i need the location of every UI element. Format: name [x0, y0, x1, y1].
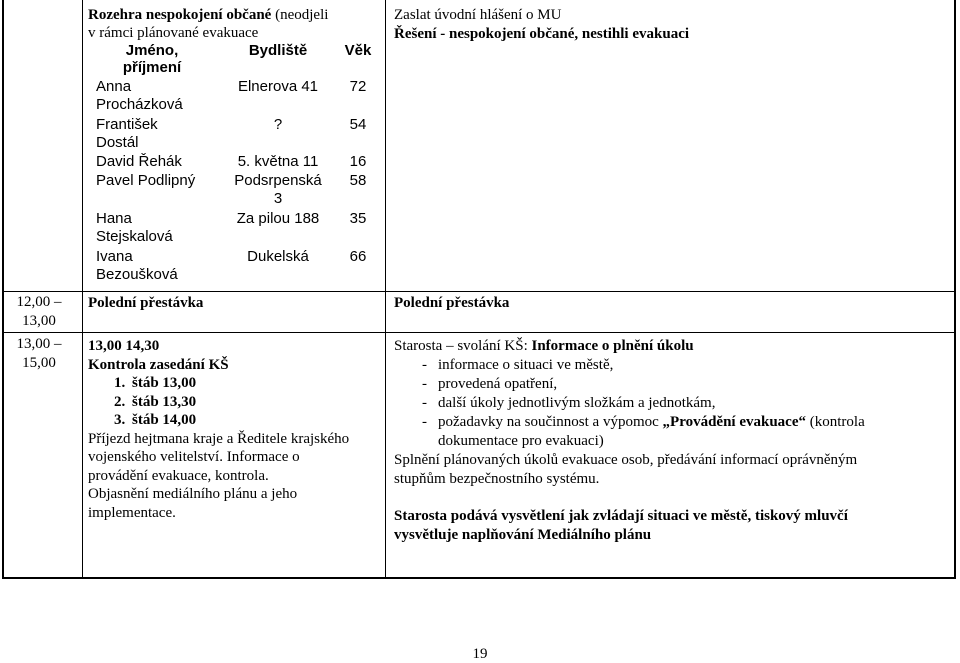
time-range: 13,00 14,30 — [88, 338, 160, 354]
report-line: Zaslat úvodní hlášení o MU — [394, 7, 562, 23]
task-list — [394, 356, 950, 451]
afternoon-right — [394, 337, 950, 545]
list-item: 1. štáb 13,00 — [114, 375, 197, 391]
row-divider-1 — [2, 291, 956, 292]
page-number: 19 — [472, 646, 488, 662]
media-plan-paragraph: Objasnění mediálního plánu a jeho implementace. — [88, 486, 298, 521]
column-divider-1 — [82, 0, 83, 579]
report-section — [394, 6, 950, 44]
people-row: David Řehák 5. května 11 16 — [96, 153, 367, 170]
header-address: Bydliště — [248, 42, 308, 59]
lunch-label-right: Polední přestávka — [394, 295, 510, 311]
list-item: 3. štáb 14,00 — [114, 412, 197, 428]
list-item: dokumentace pro evakuaci) — [438, 433, 604, 449]
afternoon-left — [88, 337, 378, 522]
header-age: Věk — [344, 42, 372, 59]
list-item: - informace o situaci ve městě, — [422, 357, 614, 373]
list-item: 2. štáb 13,30 — [114, 393, 197, 410]
people-table-header — [88, 42, 378, 78]
arrival-paragraph: Příjezd hejtmana kraje a Ředitele krajského vojenského velitelství. Informace o provádění evakuace, kontrola. — [88, 430, 350, 484]
lunch-label-left: Polední přestávka — [88, 295, 204, 311]
meeting-title: Kontrola zasedání KŠ — [88, 356, 229, 373]
people-row: Ivana Bezoušková Dukelská 66 — [96, 248, 367, 283]
people-table — [88, 42, 378, 286]
scenario-subtitle: v rámci plánované evakuace — [88, 25, 259, 41]
column-divider-2 — [385, 0, 386, 579]
list-item: - požadavky na součinnost a výpomoc „Provádění evakuace“ (kontrola — [422, 414, 865, 430]
time-afternoon: 13,00 – 15,00 — [16, 336, 62, 371]
scenario-title-suffix: (neodjeli — [271, 7, 329, 23]
solution-line: Řešení - nespokojení občané, nestihli evakuaci — [394, 26, 690, 42]
header-name: Jméno, příjmení — [122, 42, 182, 76]
scenario-title: Rozehra nespokojení občané — [88, 7, 272, 23]
people-row: Pavel Podlipný Podsrpenská 3 58 — [96, 172, 367, 207]
scenario-description — [88, 6, 378, 42]
people-row: Anna Procházková Elnerova 41 72 — [96, 78, 367, 113]
evacuation-paragraph: Splnění plánovaných úkolů evakuace osob, předávání informací oprávněným stupňům bezpečnostního systému. — [394, 452, 858, 487]
row-divider-2 — [2, 332, 956, 333]
list-item: - další úkoly jednotlivým složkám a jednotkám, — [422, 395, 716, 411]
people-row: František Dostál ? 54 — [96, 116, 367, 151]
time-lunch: 12,00 – 13,00 — [16, 294, 62, 329]
list-item: - provedená opatření, — [422, 376, 558, 392]
final-paragraph: Starosta podává vysvětlení jak zvládají situaci ve městě, tiskový mluvčí vysvětluje naplňování Mediálního plánu — [394, 508, 848, 543]
staff-meetings — [88, 374, 378, 430]
mayor-intro: Starosta – svolání KŠ: Informace o plnění úkolu — [394, 338, 694, 354]
people-row: Hana Stejskalová Za pilou 188 35 — [96, 210, 367, 245]
